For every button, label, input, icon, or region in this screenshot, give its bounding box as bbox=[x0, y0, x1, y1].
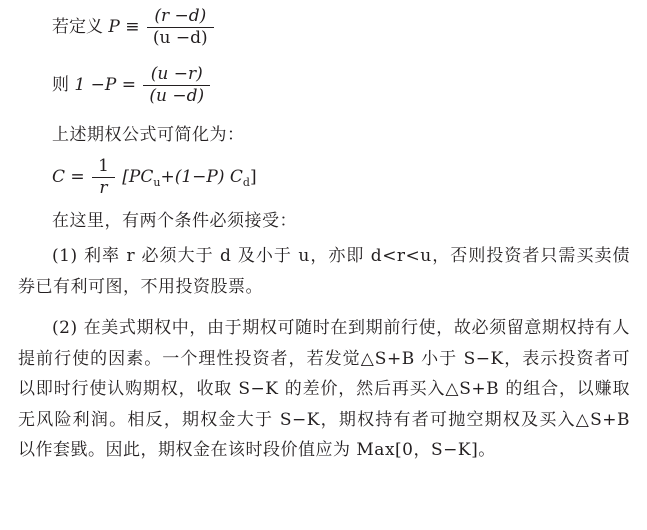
eq3-sub-u: u bbox=[153, 176, 161, 189]
eq3-lhs: C = bbox=[52, 167, 85, 187]
complement-equation bbox=[52, 66, 212, 105]
eq3-numerator: 1 bbox=[98, 156, 109, 176]
eq2-numerator: (u −r) bbox=[150, 64, 203, 84]
condition-2-paragraph: (2) 在美式期权中，由于期权可随时在到期前行使，故必须留意期权持有人提前行使的因素。一个理性投资者，若发觉△S+B 小于 S−K，表示投资者可以即时行使认购期权，收取 S−K 的差价，然后再买入△S+B 的组合，以赚取无风险利润。相反，期权金大于 S−K，期权持有者可抛空期权及买入△S+B 以作套戥。因此，期权金在该时段价值应为 Max[0，S−K]。 bbox=[18, 318, 630, 460]
eq1-lhs: P ≡ bbox=[108, 17, 140, 37]
condition-1-paragraph: (1) 利率 r 必须大于 d 及小于 u，亦即 d<r<u，否则投资者只需买卖债券已有利可图，不用投资股票。 bbox=[18, 246, 630, 297]
eq3-end: ] bbox=[249, 167, 257, 187]
eq1-denominator: (u −d) bbox=[147, 27, 214, 47]
eq3-fraction bbox=[92, 158, 115, 197]
eq3-mid: +(1−P) C bbox=[160, 167, 243, 187]
eq1-numerator: (r −d) bbox=[154, 6, 207, 26]
eq2-fraction bbox=[143, 66, 210, 105]
simplify-sentence: 上述期权公式可简化为： bbox=[52, 125, 245, 145]
eq3-denominator: r bbox=[92, 177, 115, 197]
eq1-fraction bbox=[147, 8, 214, 47]
eq2-lhs: 1 −P = bbox=[74, 75, 136, 95]
eq3-sub-d: d bbox=[242, 176, 250, 189]
eq3-body: [PC bbox=[122, 167, 154, 187]
option-price-equation bbox=[52, 158, 257, 197]
eq2-lead: 则 bbox=[52, 75, 69, 95]
definition-equation bbox=[52, 8, 216, 47]
eq2-denominator: (u −d) bbox=[143, 85, 210, 105]
conditions-intro: 在这里，有两个条件必须接受： bbox=[52, 211, 297, 231]
eq1-lead: 若定义 bbox=[52, 17, 103, 37]
